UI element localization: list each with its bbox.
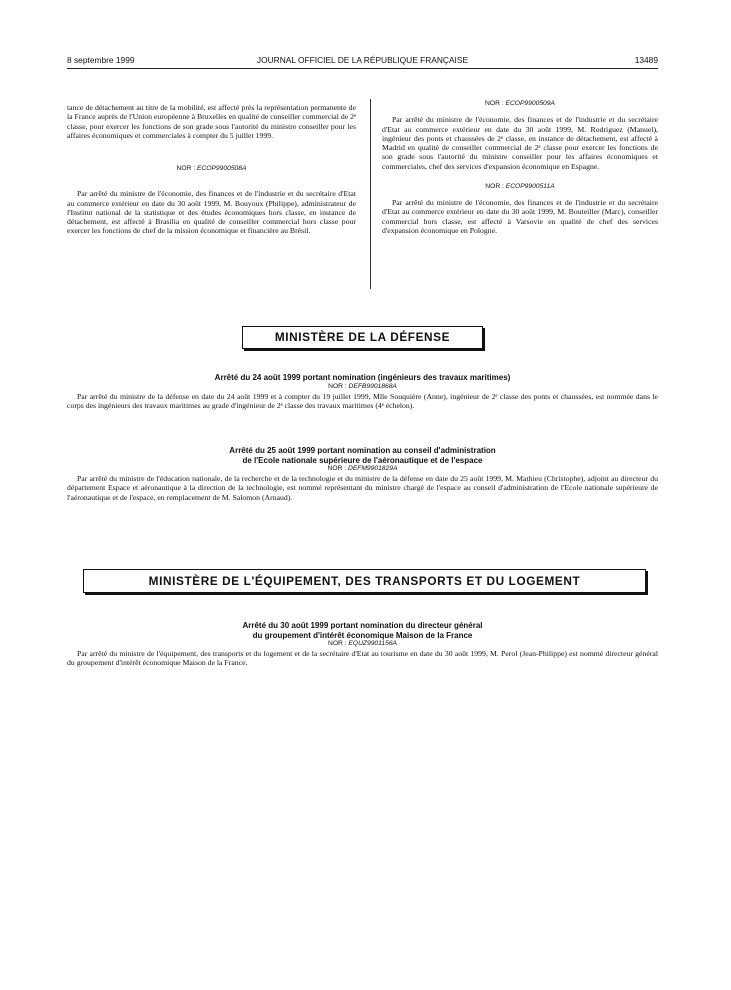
continuation-paragraph: tance de détachement au titre de la mobilité, est affecté près la représentation permanente de la France auprès de l'Union européenne à Bruxelles en qualité de conseiller commercial de 2ᵉ classe, pour exercer les fonctions de son grade sous l'autorité du ministre conseiller pour les affaires économiques et commerciales à compter du 5 juillet 1999. <box>67 103 356 140</box>
decree-paragraph: Par arrêté du ministre de l'économie, des finances et de l'industrie et du secrétaire d'Etat au commerce extérieur en date du 30 août 1999, M. Rodriguez (Manuel), ingénieur des ponts et chaussées de 2ᵉ classe, en instance de détachement, est affecté à Madrid en qualité de conseiller commercial de 2ᵉ classe pour exercer les fonctions de son grade sous l'autorité du ministre conseiller pour les affaires économiques et commerciales, chef des services d'expansion économique en Espagne. <box>382 115 658 171</box>
nor-label: NOR : <box>485 100 504 107</box>
header-date: 8 septembre 1999 <box>67 55 135 65</box>
decree-equipement-1 <box>67 621 658 668</box>
nor-label: NOR : <box>176 165 196 172</box>
nor-label: NOR : <box>327 640 347 647</box>
decree-paragraph: Par arrêté du ministre de l'économie, des finances et de l'industrie et du secrétaire d'Etat au commerce extérieur en date du 30 août 1999, M. Bouteiller (Marc), conseiller commercial hors classe, est affecté à Varsovie en qualité de chef des services d'expansion économique en Pologne. <box>382 198 658 235</box>
nor-code: ECOP9900509A <box>505 100 555 107</box>
ministry-heading-equipement: MINISTÈRE DE L'ÉQUIPEMENT, DES TRANSPORTS ET DU LOGEMENT <box>83 569 646 593</box>
decree-defense-1 <box>67 373 658 410</box>
nor-label: NOR : <box>327 465 347 472</box>
decree-title-line2: du groupement d'intérêt économique Maison de la France <box>252 630 473 640</box>
nor-code: DEFB9901868A <box>348 382 397 390</box>
decree-title-line1: Arrêté du 30 août 1999 portant nomination du directeur général <box>242 621 483 630</box>
nor-reference <box>382 99 658 108</box>
decree-body: Par arrêté du ministre de l'éducation nationale, de la recherche et de la technologie et du ministre de la défense en date du 25 août 1999, M. Mathieu (Christophe), adjoint au directeur du département Espace et aéronautique à la direction de la technologie, est nommé représentant du ministre chargé de l'espace au conseil d'administration de l'Ecole nationale supérieure de l'aéronautique et de l'espace, en remplacement de M. Salomon (Arnaud). <box>67 474 658 502</box>
nor-reference <box>67 164 356 173</box>
nor-reference <box>382 182 658 191</box>
ministry-heading-defense: MINISTÈRE DE LA DÉFENSE <box>242 326 483 349</box>
nor-code: DEFM9901829A <box>347 465 398 472</box>
running-header <box>67 54 658 69</box>
decree-title: Arrêté du 24 août 1999 portant nomination (ingénieurs des travaux maritimes) <box>214 373 511 382</box>
nor-label: NOR : <box>485 182 504 190</box>
decree-paragraph: Par arrêté du ministre de l'économie, des finances et de l'industrie et du secrétaire d'Etat au commerce extérieur en date du 30 août 1999, M. Bouyoux (Philippe), administrateur de l'Institut national de la statistique et des études économiques hors classe, en instance de détachement, est affecté à Brasilia en qualité de conseiller commercial hors classe pour exercer les fonctions de chef de la mission économique et financière au Brésil. <box>67 189 356 236</box>
decree-title-line1: Arrêté du 25 août 1999 portant nomination au conseil d'administration <box>229 446 496 455</box>
decree-body: Par arrêté du ministre de l'équipement, des transports et du logement et de la secrétaire d'Etat au tourisme en date du 30 août 1999, M. Perol (Jean-Philippe) est nommé directeur général du groupement d'intérêt économique Maison de la France. <box>67 649 658 668</box>
journal-title: JOURNAL OFFICIEL DE LA RÉPUBLIQUE FRANÇAISE <box>256 55 469 65</box>
right-column <box>382 99 658 235</box>
nor-reference <box>67 640 658 647</box>
page-number: 13489 <box>634 55 658 65</box>
column-divider <box>370 99 371 289</box>
nor-reference <box>67 465 658 472</box>
nor-code: ECOP9900511A <box>505 182 555 190</box>
decree-body: Par arrêté du ministre de la défense en date du 24 août 1999 et à compter du 19 juillet 1999, Mlle Souquière (Anne), ingénieur de 2ᵉ classe des ponts et chaussées, est nommée dans le corps des ingénieurs des travaux maritimes au grade d'ingénieur de 2ᵉ classe des travaux maritimes (4ᵉ échelon). <box>67 391 658 410</box>
nor-reference <box>67 383 658 390</box>
nor-code: ECOP9900508A <box>196 165 247 172</box>
nor-label: NOR : <box>328 382 347 390</box>
decree-title-line2: de l'Ecole nationale supérieure de l'aéronautique et de l'espace <box>242 455 483 465</box>
decree-defense-2 <box>67 446 658 502</box>
left-column <box>67 103 356 236</box>
nor-code: EQUZ9901156A <box>348 640 397 647</box>
